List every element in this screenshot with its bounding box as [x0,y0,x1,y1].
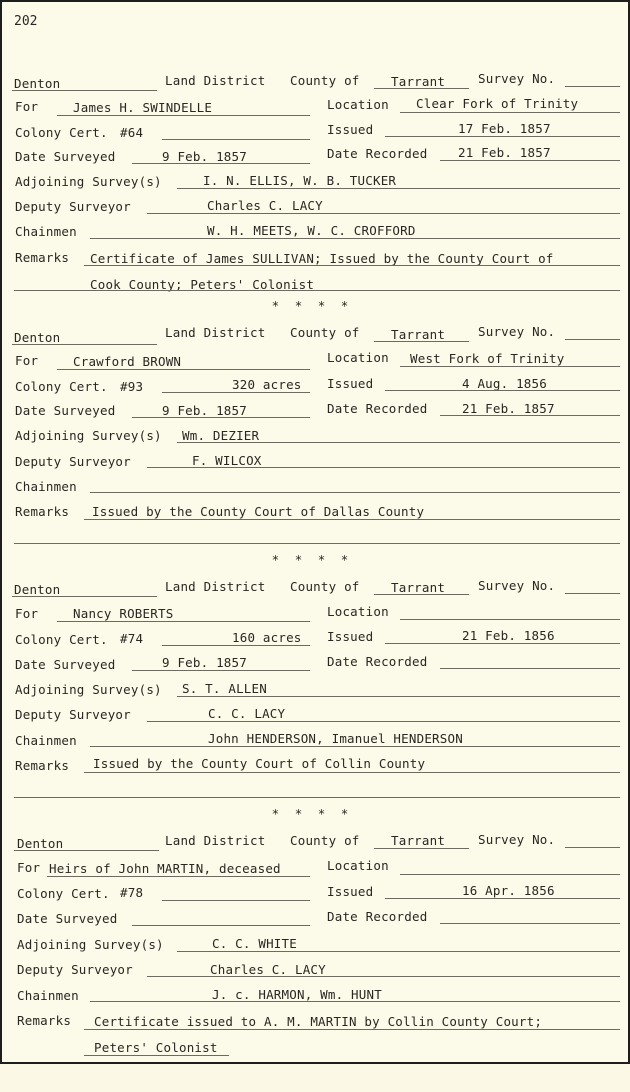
county-of-label: County of [290,833,360,848]
for-label: For [17,860,41,875]
issued-value: 16 Apr. 1856 [462,883,555,898]
acres-value: 160 acres [232,630,302,645]
adjoining-value: I. N. ELLIS, W. B. TUCKER [203,173,397,188]
colony-cert-label: Colony Cert. [15,632,108,647]
adjoining-label: Adjoining Survey(s) [15,682,162,697]
issued-label: Issued [327,629,374,644]
land-district-label: Land District [165,833,266,848]
district-value: Denton [14,330,61,345]
adjoining-label: Adjoining Survey(s) [15,428,162,443]
survey-record [2,832,628,1092]
acres-value: 320 acres [232,377,302,392]
remarks-line-1: Issued by the County Court of Dallas County [92,504,425,519]
issued-value: 17 Feb. 1857 [458,121,551,136]
district-value: Denton [17,836,64,851]
for-label: For [15,99,39,114]
cert-value: #93 [120,379,144,394]
date-recorded-label: Date Recorded [327,654,428,669]
remarks-label: Remarks [15,504,70,519]
location-label: Location [327,350,389,365]
colony-cert-label: Colony Cert. [17,886,110,901]
issued-label: Issued [327,884,374,899]
remarks-line-2: Cook County; Peters' Colonist [90,277,315,292]
date-surveyed-label: Date Surveyed [15,403,116,418]
for-value: James H. SWINDELLE [73,100,213,115]
date-recorded-value: 21 Feb. 1857 [458,145,551,160]
survey-no-label: Survey No. [478,324,556,339]
cert-value: #78 [120,885,144,900]
deputy-label: Deputy Surveyor [15,454,131,469]
date-surveyed-value: 9 Feb. 1857 [162,403,247,418]
location-value: Clear Fork of Trinity [416,96,579,111]
survey-no-label: Survey No. [478,832,556,847]
land-district-label: Land District [165,73,266,88]
chainmen-value: J. c. HARMON, Wm. HUNT [212,987,382,1002]
adjoining-label: Adjoining Survey(s) [15,174,162,189]
remarks-line-1: Certificate issued to A. M. MARTIN by Collin County Court; [94,1014,543,1029]
deputy-label: Deputy Surveyor [17,962,133,977]
deputy-label: Deputy Surveyor [15,707,131,722]
deputy-value: C. C. LACY [208,706,286,721]
colony-cert-label: Colony Cert. [15,125,108,140]
land-district-label: Land District [165,579,266,594]
remarks-line-2: Peters' Colonist [94,1040,218,1055]
remarks-line-1: Certificate of James SULLIVAN; Issued by the County Court of [90,251,554,266]
chainmen-label: Chainmen [15,733,77,748]
survey-no-label: Survey No. [478,578,556,593]
survey-no-label: Survey No. [478,71,556,86]
date-surveyed-label: Date Surveyed [17,911,118,926]
deputy-value: Charles C. LACY [210,962,326,977]
district-value: Denton [14,76,61,91]
survey-record [2,324,628,584]
county-of-label: County of [290,579,360,594]
remarks-label: Remarks [15,250,70,265]
date-recorded-label: Date Recorded [327,909,428,924]
remarks-label: Remarks [17,1013,72,1028]
deputy-value: F. WILCOX [192,453,262,468]
district-value: Denton [14,582,61,597]
date-surveyed-label: Date Surveyed [15,657,116,672]
location-value: West Fork of Trinity [410,351,565,366]
chainmen-label: Chainmen [17,988,79,1003]
page-number: 202 [14,14,38,29]
issued-label: Issued [327,376,374,391]
location-label: Location [327,97,389,112]
for-label: For [15,353,39,368]
location-label: Location [327,604,389,619]
issued-value: 4 Aug. 1856 [462,376,547,391]
deputy-value: Charles C. LACY [207,198,323,213]
remarks-line-1: Issued by the County Court of Collin County [93,756,426,771]
issued-value: 21 Feb. 1856 [462,628,555,643]
adjoining-label: Adjoining Survey(s) [17,937,164,952]
for-label: For [15,606,39,621]
for-value: Heirs of John MARTIN, deceased [49,861,281,876]
date-recorded-value: 21 Feb. 1857 [462,401,555,416]
chainmen-label: Chainmen [15,224,77,239]
chainmen-label: Chainmen [15,479,77,494]
record-separator: * * * * [271,552,353,567]
colony-cert-label: Colony Cert. [15,379,108,394]
survey-record [2,72,628,332]
for-value: Crawford BROWN [73,354,182,369]
record-separator: * * * * [271,298,353,313]
for-value: Nancy ROBERTS [73,606,174,621]
remarks-label: Remarks [15,758,70,773]
county-value: Tarrant [391,74,446,89]
adjoining-value: Wm. DEZIER [182,428,260,443]
cert-value: #64 [120,125,144,140]
chainmen-value: John HENDERSON, Imanuel HENDERSON [208,731,463,746]
location-label: Location [327,858,389,873]
chainmen-value: W. H. MEETS, W. C. CROFFORD [207,223,416,238]
date-surveyed-label: Date Surveyed [15,149,116,164]
cert-value: #74 [120,631,144,646]
land-district-label: Land District [165,325,266,340]
county-value: Tarrant [391,580,446,595]
county-value: Tarrant [391,327,446,342]
date-surveyed-value: 9 Feb. 1857 [162,149,247,164]
date-recorded-label: Date Recorded [327,401,428,416]
county-value: Tarrant [391,833,446,848]
date-surveyed-value: 9 Feb. 1857 [162,655,247,670]
date-recorded-label: Date Recorded [327,146,428,161]
adjoining-value: C. C. WHITE [212,936,297,951]
county-of-label: County of [290,73,360,88]
deputy-label: Deputy Surveyor [15,199,131,214]
issued-label: Issued [327,122,374,137]
county-of-label: County of [290,325,360,340]
record-separator: * * * * [271,806,353,821]
adjoining-value: S. T. ALLEN [182,681,267,696]
survey-record [2,578,628,838]
